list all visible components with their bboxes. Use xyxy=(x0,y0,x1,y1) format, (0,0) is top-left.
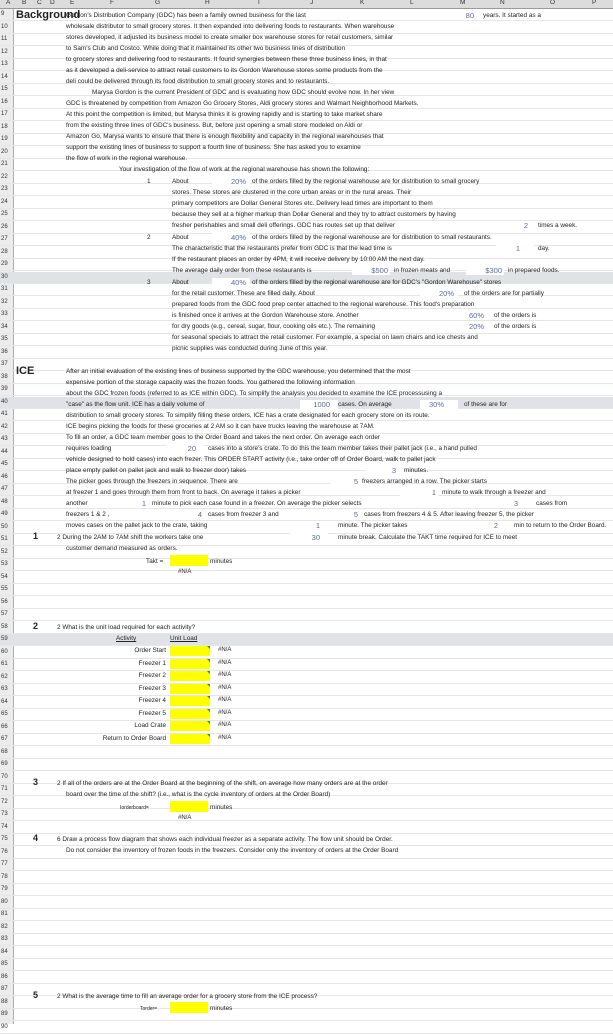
row-number[interactable]: 38 xyxy=(1,373,8,380)
cases-f45-input[interactable]: 5 xyxy=(353,510,358,519)
row-number[interactable]: 72 xyxy=(1,798,8,805)
activity-label: Order Start xyxy=(134,647,166,654)
cell-text[interactable]: to grocery stores and delivering food to restaurants. It found synergies between these three business lines, in that xyxy=(66,56,387,63)
column-header-d[interactable]: D xyxy=(50,0,55,6)
cell-text[interactable]: minute. The picker takes xyxy=(338,522,408,529)
cell-text[interactable]: Marysa Gordon is the current President of GDC and is evaluating how GDC should evolve now. In her view xyxy=(92,89,395,96)
takt-label: Takt = xyxy=(146,558,164,565)
cell-indicator-icon xyxy=(207,684,210,687)
cell-text[interactable]: is finished once it arrives at the Gordon Warehouse store. Another xyxy=(172,312,359,319)
cell-text[interactable]: of the orders filled by the regional warehouse are for distribution to small grocery xyxy=(252,178,480,185)
row-number[interactable]: 55 xyxy=(1,586,8,592)
row-number[interactable]: 34 xyxy=(1,323,8,330)
cell-text[interactable]: another xyxy=(66,500,88,507)
break-time-input[interactable]: 30 xyxy=(311,533,320,542)
percent-input[interactable]: 20% xyxy=(438,289,454,298)
percent-input[interactable]: 20% xyxy=(468,322,484,331)
grid-row xyxy=(0,972,613,984)
percent-input[interactable]: 60% xyxy=(468,311,484,320)
cell-text[interactable]: GDC is threatened by competition from Amazon Go Grocery Stores, Aldi grocery stores and Walmart Neighborhood Markets. xyxy=(66,100,419,107)
grid-row xyxy=(0,559,613,571)
na-value: #N/A xyxy=(218,697,232,703)
cell-text[interactable]: If the restaurant places an order by 4PM, it will receive delivery by 10:00 AM the next day. xyxy=(172,256,425,263)
row-number[interactable]: 41 xyxy=(1,411,8,417)
cell-text[interactable]: of the orders is xyxy=(494,312,537,319)
activity-label: Freezer 1 xyxy=(138,659,166,667)
column-header-o[interactable]: O xyxy=(550,0,556,6)
cell-text[interactable]: At this point the competition is limited, but Marysa thinks it is growing rapidly and is starting to take market share xyxy=(66,111,383,118)
row-number[interactable]: 13 xyxy=(1,61,8,67)
row-number[interactable]: 50 xyxy=(1,523,8,530)
cell-text[interactable]: board over the time of the shift? (i.e., what is the cycle inventory of orders at the Order Board) xyxy=(66,791,331,798)
row-number[interactable]: 69 xyxy=(1,761,8,767)
cell-text[interactable]: cases. On average xyxy=(338,401,392,408)
row-number[interactable]: 64 xyxy=(1,698,8,705)
grid-row xyxy=(0,747,613,759)
cell-text[interactable]: After an initial evaluation of the existing lines of business supported by the GDC warehouse, you determined that the most xyxy=(66,368,411,375)
cell-text[interactable]: moves cases on the pallet jack to the crate, taking xyxy=(66,522,208,529)
grid-row xyxy=(0,709,613,721)
grid-row xyxy=(0,809,613,821)
prepared-foods-input[interactable]: $300 xyxy=(485,266,502,275)
unit-load-cell[interactable] xyxy=(170,709,210,719)
na-value: #N/A xyxy=(178,569,192,575)
row-number[interactable]: 66 xyxy=(1,723,8,730)
row-number[interactable]: 26 xyxy=(1,223,8,230)
row-number[interactable]: 76 xyxy=(1,848,8,855)
cell-text[interactable]: 2 During the 2AM to 7AM shift the workers take one xyxy=(57,534,204,541)
cases-f3-input[interactable]: 4 xyxy=(197,510,202,519)
row-number[interactable]: 81 xyxy=(1,911,8,917)
cell-text[interactable]: vehicle designed to hold cases) into each frezer. This ORDER START activity (i.e., take order off of Order Board, walk to pallet jack xyxy=(66,456,436,463)
cell-indicator-icon xyxy=(207,696,210,699)
column-header-j[interactable]: J xyxy=(310,0,314,6)
na-value: #N/A xyxy=(218,722,232,728)
cell-text[interactable]: stores developed, it adjusted its business model to create smaller box warehouse stores for retail customers, similar xyxy=(66,34,394,41)
grid-row xyxy=(0,672,613,684)
cell-text[interactable]: for the retail customer. These are filled daily. About xyxy=(172,290,315,297)
cases-per-order-input[interactable]: 20 xyxy=(187,444,196,453)
cell-text[interactable]: prepared foods from the GDC food prep center attached to the regional warehouse. This food's preparation xyxy=(172,301,475,308)
row-number[interactable]: 12 xyxy=(1,48,8,55)
cell-text[interactable]: stores. These stores are clustered in the core urban areas or in the rural areas. Their xyxy=(172,189,412,196)
column-header-h[interactable]: H xyxy=(205,0,210,6)
cell-text[interactable]: "case" as the flow unit. ICE has a daily volume of xyxy=(66,401,205,408)
deliveries-input[interactable]: 2 xyxy=(523,221,528,230)
cell-text[interactable]: fresher perishables and small deli offerings. GDC has routes set up that deliver xyxy=(172,222,395,229)
daily-volume-input[interactable]: 1000 xyxy=(313,400,330,409)
row-number[interactable]: 24 xyxy=(1,198,8,205)
row-number[interactable]: 73 xyxy=(1,811,8,817)
row-number[interactable]: 86 xyxy=(1,973,8,980)
row-number[interactable]: 23 xyxy=(1,186,8,192)
row-number[interactable]: 62 xyxy=(1,673,8,680)
row-number[interactable]: 43 xyxy=(1,436,8,442)
cell-text[interactable]: cases into a store's crate. To do this the team member takes their pallet jack (i.e., a hand pulled xyxy=(208,445,477,452)
unit-load-cell[interactable] xyxy=(170,684,210,694)
cases-f12-input[interactable]: 3 xyxy=(513,499,518,508)
row-number[interactable]: 88 xyxy=(1,998,8,1005)
activity-label: Freezer 2 xyxy=(138,672,166,679)
return-time-input[interactable]: 2 xyxy=(493,521,498,530)
grid-row xyxy=(0,647,613,659)
row-number[interactable]: 21 xyxy=(1,161,8,167)
row-number[interactable]: 29 xyxy=(1,261,8,267)
row-number[interactable]: 52 xyxy=(1,548,8,555)
grid-row xyxy=(0,684,613,696)
row-number[interactable]: 59 xyxy=(1,636,8,642)
cell-text[interactable]: freezers arranged in a row. The picker starts xyxy=(362,478,487,485)
cell-text[interactable]: to Sam's Club and Costco. While doing that it maintained its other two business lines of distribution xyxy=(66,45,346,52)
cell-indicator-icon xyxy=(207,646,210,649)
row-number[interactable]: 33 xyxy=(1,311,8,317)
question-number: 3 xyxy=(33,777,39,787)
row-number[interactable]: 36 xyxy=(1,348,8,355)
row-number[interactable]: 74 xyxy=(1,823,8,830)
row-number[interactable]: 9 xyxy=(1,11,5,17)
cell-text[interactable]: support the existing lines of business to support a fourth line of business. She has asked you to examine xyxy=(66,144,361,151)
cell-text[interactable]: because they sell at a higher markup than Dollar General and they try to attract customers by having xyxy=(172,211,456,218)
row-number[interactable]: 28 xyxy=(1,248,8,255)
cell-text[interactable]: minutes. xyxy=(404,467,429,474)
cell-text[interactable]: of the orders filled by the regional warehouse are for GDC's "Gordon Warehouse" stores xyxy=(252,279,502,286)
grid-row xyxy=(0,1009,613,1021)
cell-text[interactable]: minute to pick each case found in a freezer. On average the picker selects xyxy=(152,500,362,507)
row-number[interactable]: 46 xyxy=(1,473,8,480)
row-number[interactable]: 80 xyxy=(1,898,8,905)
background-heading: Background xyxy=(16,9,81,21)
row-number[interactable]: 25 xyxy=(1,211,8,217)
row-number[interactable]: 37 xyxy=(1,361,8,367)
question-number: 5 xyxy=(33,990,39,1000)
percent-input[interactable]: 40% xyxy=(230,278,246,287)
percent-input[interactable]: 40% xyxy=(230,233,246,242)
column-header-f[interactable]: F xyxy=(110,0,114,6)
cell-text[interactable]: distribution to small grocery stores. To simplify filling these orders, ICE has a crate designated for each grocery store on its route. xyxy=(66,412,430,419)
unit-load-cell[interactable] xyxy=(170,659,210,669)
years-input[interactable]: 80 xyxy=(465,11,474,20)
row-number[interactable]: 39 xyxy=(1,386,8,392)
cell-text[interactable]: About xyxy=(172,178,189,185)
cell-text[interactable]: picnic supplies was conducted during June of this year. xyxy=(172,345,328,352)
cell-text[interactable]: expensive portion of the storage capacity was the frozen foods. You gathered the following information xyxy=(66,379,355,386)
item-number: 3 xyxy=(147,279,151,286)
row-number[interactable]: 79 xyxy=(1,886,8,892)
row-number[interactable]: 77 xyxy=(1,861,8,867)
cell-text[interactable]: Your investigation of the flow of work at the regional warehouse has shown the following: xyxy=(119,166,370,173)
column-header-l[interactable]: L xyxy=(410,0,414,6)
cell-text[interactable]: 2 What is the unit load required for each activity? xyxy=(57,624,196,631)
grid-row xyxy=(0,859,613,871)
cell-text: minutes xyxy=(210,804,233,811)
activity-header: Activity xyxy=(116,635,137,642)
row-number[interactable]: 87 xyxy=(1,986,8,992)
cell-text[interactable]: about the GDC frozen foods (referred to as ICE within GDC). To simplify the analysis you decided to examine the ICE processusing a xyxy=(66,390,443,397)
grid-row xyxy=(0,872,613,884)
row-number[interactable]: 15 xyxy=(1,86,8,92)
row-number[interactable]: 71 xyxy=(1,786,8,792)
cell-text[interactable]: day. xyxy=(538,245,550,252)
na-value: #N/A xyxy=(178,815,192,821)
cell-text: minutes xyxy=(210,558,233,565)
row-number[interactable]: 65 xyxy=(1,711,8,717)
cell-indicator-icon xyxy=(207,721,210,724)
question-number: 2 xyxy=(33,621,39,631)
row-number[interactable]: 10 xyxy=(1,23,8,30)
row-number[interactable]: 63 xyxy=(1,686,8,692)
cell-text: minutes xyxy=(210,1005,233,1012)
takt-answer-cell[interactable] xyxy=(170,555,208,566)
freezer-count-input[interactable]: 5 xyxy=(353,477,358,486)
cell-text[interactable]: deli could be delivered through its food distribution to small grocery stores and to restaurants. xyxy=(66,78,330,85)
cell-text[interactable]: cases from freezers 4 & 5. After leaving freezer 5, the picker xyxy=(364,511,534,518)
column-header-bar xyxy=(0,0,613,9)
frozen-meats-input[interactable]: $500 xyxy=(371,266,388,275)
order-start-time-input[interactable]: 3 xyxy=(391,466,396,475)
row-number[interactable]: 19 xyxy=(1,136,8,142)
cell-text[interactable]: min to return to the Order Board. xyxy=(514,522,607,529)
grid-row xyxy=(0,634,613,646)
column-header-m[interactable]: M xyxy=(460,0,466,6)
grid-row xyxy=(0,572,613,584)
cell-text[interactable]: cases from freezer 3 and xyxy=(208,511,279,518)
row-number[interactable]: 56 xyxy=(1,598,8,605)
row-number[interactable]: 53 xyxy=(1,561,8,567)
cell-text[interactable]: About xyxy=(172,279,189,286)
cell-text[interactable]: of the orders are for partially xyxy=(464,290,544,297)
cell-indicator-icon xyxy=(207,734,210,737)
row-number[interactable]: 17 xyxy=(1,111,8,117)
grid-row xyxy=(0,909,613,921)
na-value: #N/A xyxy=(218,647,232,653)
item-number: 1 xyxy=(147,178,151,185)
na-value: #N/A xyxy=(218,709,232,716)
question-number: 1 xyxy=(33,531,39,541)
cell-text[interactable]: primary competitors are Dollar General Stores etc. Delivery lead times are important to them xyxy=(172,200,433,207)
cell-text[interactable]: place empty pallet on pallet jack and walk to freezer door) takes xyxy=(66,467,247,474)
cell-text[interactable]: times a week. xyxy=(538,222,578,229)
grid-row xyxy=(0,1022,613,1034)
unit-load-header: Unit Load xyxy=(170,635,198,642)
grid-row xyxy=(0,922,613,934)
cell-text[interactable]: in frozen meats and xyxy=(394,267,451,274)
cell-indicator-icon xyxy=(207,659,210,662)
torder-answer-cell[interactable] xyxy=(170,1002,208,1013)
grid-row xyxy=(0,822,613,834)
na-value: #N/A xyxy=(218,734,232,741)
column-header-i[interactable]: I xyxy=(258,0,260,6)
row-number[interactable]: 18 xyxy=(1,123,8,130)
column-header-n[interactable]: N xyxy=(500,0,505,6)
torder-label: Torder= xyxy=(140,1006,158,1012)
grid-row xyxy=(0,897,613,909)
row-number[interactable]: 27 xyxy=(1,236,8,242)
cell-text[interactable]: The average daily order from these restaurants is xyxy=(172,267,312,274)
column-header-k[interactable]: K xyxy=(360,0,365,6)
pick-time-input[interactable]: 1 xyxy=(141,499,146,508)
lead-time-input[interactable]: 1 xyxy=(515,244,520,253)
row-number[interactable]: 20 xyxy=(1,148,8,155)
ice-heading: ICE xyxy=(16,365,35,377)
column-header-a[interactable]: A xyxy=(6,0,11,6)
cell-text[interactable]: of the orders filled by the regional warehouse are for distribution to small restaurants. xyxy=(252,234,492,241)
row-number[interactable]: 32 xyxy=(1,298,8,305)
grid-row xyxy=(0,884,613,896)
row-number[interactable]: 78 xyxy=(1,873,8,880)
na-value: #N/A xyxy=(218,672,232,678)
row-number[interactable]: 22 xyxy=(1,173,8,180)
activity-label: Return to Order Board xyxy=(102,734,166,742)
row-number[interactable]: 84 xyxy=(1,948,8,955)
row-number[interactable]: 35 xyxy=(1,336,8,342)
row-number[interactable]: 57 xyxy=(1,611,8,617)
activity-label: Freezer 4 xyxy=(138,697,166,704)
walk-time-input[interactable]: 1 xyxy=(431,488,436,497)
row-number[interactable]: 45 xyxy=(1,461,8,467)
cell-text[interactable]: of the orders is xyxy=(494,323,537,330)
grid-row xyxy=(0,759,613,771)
load-time-input[interactable]: 1 xyxy=(315,521,320,530)
row-number[interactable]: 30 xyxy=(1,273,8,280)
cell-indicator-icon xyxy=(207,709,210,712)
row-number[interactable]: 68 xyxy=(1,748,8,755)
row-number[interactable]: 47 xyxy=(1,486,8,492)
cell-text[interactable]: the flow of work in the regional warehouse. xyxy=(66,155,188,162)
item-number: 2 xyxy=(147,234,151,241)
row-number[interactable]: 11 xyxy=(1,36,8,42)
unit-load-cell[interactable] xyxy=(170,721,210,731)
row-number[interactable]: 54 xyxy=(1,573,8,580)
grid-row xyxy=(0,947,613,959)
column-header-c[interactable]: C xyxy=(37,0,42,6)
cell-text[interactable]: Do not consider the inventory of frozen foods in the freezers. Consider only the inventory of orders at the Order Board xyxy=(66,847,399,854)
percent-input[interactable]: 30% xyxy=(428,400,444,409)
row-number[interactable]: 82 xyxy=(1,923,8,930)
row-number[interactable]: 51 xyxy=(1,536,8,542)
cell-text[interactable]: as it developed a deli-service to attract retail customers to its Gordon Warehouse stores some products from the xyxy=(66,67,383,74)
cell-text[interactable]: cases from xyxy=(536,500,568,507)
grid-row xyxy=(0,697,613,709)
cell-text[interactable]: of these are for xyxy=(464,401,507,408)
grid-row xyxy=(0,734,613,746)
row-number[interactable]: 61 xyxy=(1,661,8,667)
cell-text[interactable]: 6 Draw a process flow diagram that shows each individual freezer as a separate activity. The flow unit should be Order. xyxy=(57,836,393,843)
row-number[interactable]: 40 xyxy=(1,398,8,405)
row-number[interactable]: 48 xyxy=(1,498,8,505)
column-header-p[interactable]: P xyxy=(592,0,597,6)
row-number[interactable]: 85 xyxy=(1,961,8,967)
unit-load-cell[interactable] xyxy=(170,646,210,656)
cell-text[interactable]: The picker goes through the freezers in sequence. There are xyxy=(66,478,238,485)
grid-row xyxy=(0,584,613,596)
inventory-answer-cell[interactable] xyxy=(170,801,208,812)
row-number[interactable]: 60 xyxy=(1,648,8,655)
na-value: #N/A xyxy=(218,684,232,691)
cell-text[interactable]: The characteristic that the restaurants prefer from GDC is that the lead time is xyxy=(172,245,392,252)
cell-text[interactable]: wholesale distributor to small grocery stores. It then expanded into delivering foods to restaurants. When warehouse xyxy=(66,23,395,30)
grid-row xyxy=(0,609,613,621)
column-header-e[interactable]: E xyxy=(70,0,75,6)
cell-text[interactable]: 2 What is the average time to fill an average order for a grocery store from the ICE process? xyxy=(57,993,318,1000)
cell-text[interactable]: Amazon Go, Marysa wants to ensure that there is enough flexibility and capacity in the regional warehouses that xyxy=(66,133,384,140)
column-header-g[interactable]: G xyxy=(155,0,161,6)
cell-text[interactable]: minute to walk through a freezer and xyxy=(442,489,546,496)
cell-text[interactable]: for seasonal specials to attract the retail customer. For example, a special on lawn chairs and ice chests and xyxy=(172,334,478,341)
cell-text[interactable]: requires loading xyxy=(66,445,112,452)
activity-label: Freezer 3 xyxy=(138,684,166,692)
row-number[interactable]: 16 xyxy=(1,98,8,105)
row-number[interactable]: 70 xyxy=(1,773,8,780)
row-number[interactable]: 58 xyxy=(1,623,8,630)
question-number: 4 xyxy=(33,833,39,843)
activity-label: Load Crate xyxy=(134,722,166,729)
unit-load-cell[interactable] xyxy=(170,671,210,681)
grid-row xyxy=(0,659,613,671)
cell-text[interactable]: from the existing three lines of GDC's business. But, before just opening a small store modeled on Aldi or xyxy=(66,122,363,129)
na-value: #N/A xyxy=(218,659,232,666)
row-number[interactable]: 44 xyxy=(1,448,8,455)
cell-text[interactable]: minute break. Calculate the TAKT time required for ICE to meet xyxy=(338,534,518,541)
grid-row xyxy=(0,934,613,946)
row-number[interactable]: 90 xyxy=(1,1023,8,1030)
cell-text[interactable]: in prepared foods. xyxy=(508,267,560,274)
grid-row xyxy=(0,959,613,971)
row-number[interactable]: 49 xyxy=(1,511,8,517)
cell-text[interactable]: About xyxy=(172,234,189,241)
cell-text[interactable]: at freezer 1 and goes through them from front to back. On average it takes a picker xyxy=(66,489,301,496)
activity-label: Freezer 5 xyxy=(138,709,166,717)
unit-load-cell[interactable] xyxy=(170,696,210,706)
column-header-b[interactable]: B xyxy=(22,0,27,6)
row-number[interactable]: 83 xyxy=(1,936,8,942)
cell-text[interactable]: Gordon's Distribution Company (GDC) has been a family owned business for the last xyxy=(66,12,306,19)
row-number[interactable]: 75 xyxy=(1,836,8,842)
cell-text[interactable]: 2 If all of the orders are at the Order Board at the beginning of the shift, on average how many orders are at the order xyxy=(57,780,388,787)
grid-row xyxy=(0,597,613,609)
row-number[interactable]: 67 xyxy=(1,736,8,742)
percent-input[interactable]: 20% xyxy=(230,177,246,186)
cell-text[interactable]: ICE begins picking the foods for these groceries at 2 AM so it can have trucks leaving the warehouse at 7AM. xyxy=(66,423,375,430)
inventory-label: Iorderboard= xyxy=(120,805,149,811)
row-number[interactable]: 89 xyxy=(1,1011,8,1017)
cell-text[interactable]: customer demand measured as orders. xyxy=(66,545,178,552)
cell-text[interactable]: for dry goods (e.g., cereal, sugar, flour, cooking oils etc.). The remaining xyxy=(172,323,376,330)
row-number[interactable]: 31 xyxy=(1,286,8,292)
grid-row xyxy=(0,722,613,734)
cell-text[interactable]: To fill an order, a GDC team member goes to the Order Board and takes the next order. On average each order xyxy=(66,434,381,441)
unit-load-cell[interactable] xyxy=(170,734,210,744)
cell-text[interactable]: years. It started as a xyxy=(483,12,541,19)
cell-text[interactable]: freezers 1 & 2 , xyxy=(66,511,110,518)
row-number[interactable]: 42 xyxy=(1,423,8,430)
row-number[interactable]: 14 xyxy=(1,73,8,80)
cell-indicator-icon xyxy=(207,671,210,674)
